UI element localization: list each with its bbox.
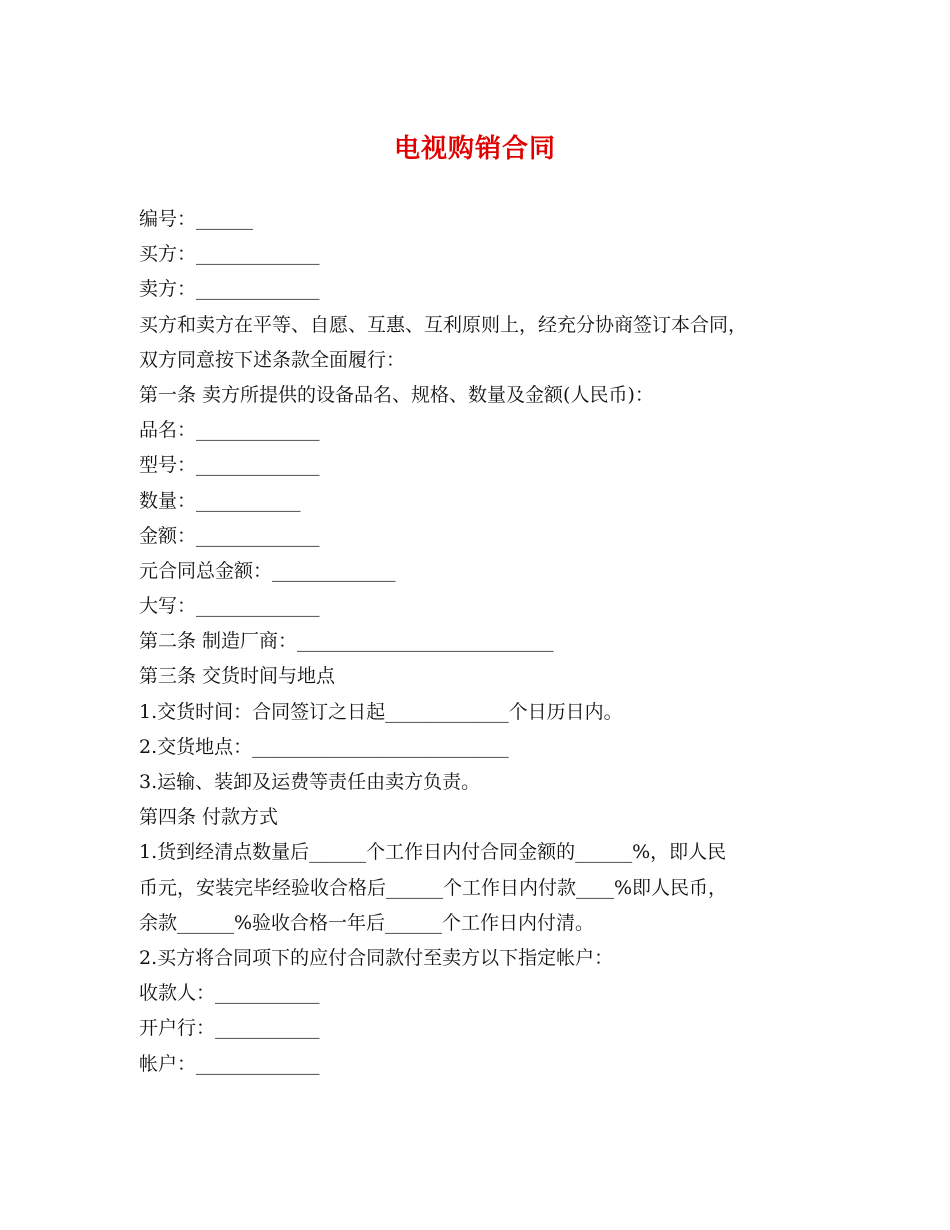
article-3-heading: 第三条 交货时间与地点 (139, 665, 336, 688)
article-2-manufacturer: 第二条 制造厂商：___________________________ (139, 630, 554, 653)
payment-term-line-1: 1.货到经清点数量后______个工作日内付合同金额的______%，即人民 (139, 841, 727, 864)
field-quantity: 数量：___________ (139, 489, 301, 512)
field-amount-in-words: 大写：_____________ (139, 595, 320, 618)
article-4-heading: 第四条 付款方式 (139, 806, 279, 829)
field-total-amount: 元合同总金额：_____________ (139, 559, 396, 582)
delivery-time: 1.交货时间：合同签订之日起_____________个日历日内。 (139, 700, 623, 723)
payment-account-intro: 2.买方将合同项下的应付合同款付至卖方以下指定帐户： (139, 946, 614, 969)
field-model: 型号：_____________ (139, 454, 320, 477)
field-product-name: 品名：_____________ (139, 419, 320, 442)
transport-responsibility: 3.运输、装卸及运费等责任由卖方负责。 (139, 771, 481, 793)
field-seller: 卖方：_____________ (139, 278, 320, 301)
payment-term-line-3: 余款______%验收合格一年后______个工作日内付清。 (139, 911, 595, 934)
field-payee: 收款人：___________ (139, 982, 320, 1005)
field-amount: 金额：_____________ (139, 524, 320, 547)
payment-term-line-2: 币元，安装完毕经验收合格后______个工作日内付款____%即人民币， (139, 876, 728, 899)
article-1-heading: 第一条 卖方所提供的设备品名、规格、数量及金额(人民币)： (139, 383, 654, 406)
document-title: 电视购销合同 (393, 134, 556, 164)
field-buyer: 买方：_____________ (139, 243, 320, 266)
preamble-line-1: 买方和卖方在平等、自愿、互惠、互利原则上，经充分协商签订本合同， (139, 313, 748, 336)
document-body (139, 202, 839, 1082)
preamble-line-2: 双方同意按下述条款全面履行： (139, 348, 406, 371)
field-contract-number: 编号：______ (139, 208, 254, 230)
delivery-place: 2.交货地点：___________________________ (139, 735, 509, 758)
field-bank: 开户行：___________ (139, 1017, 320, 1040)
field-account: 帐户：_____________ (139, 1052, 320, 1075)
